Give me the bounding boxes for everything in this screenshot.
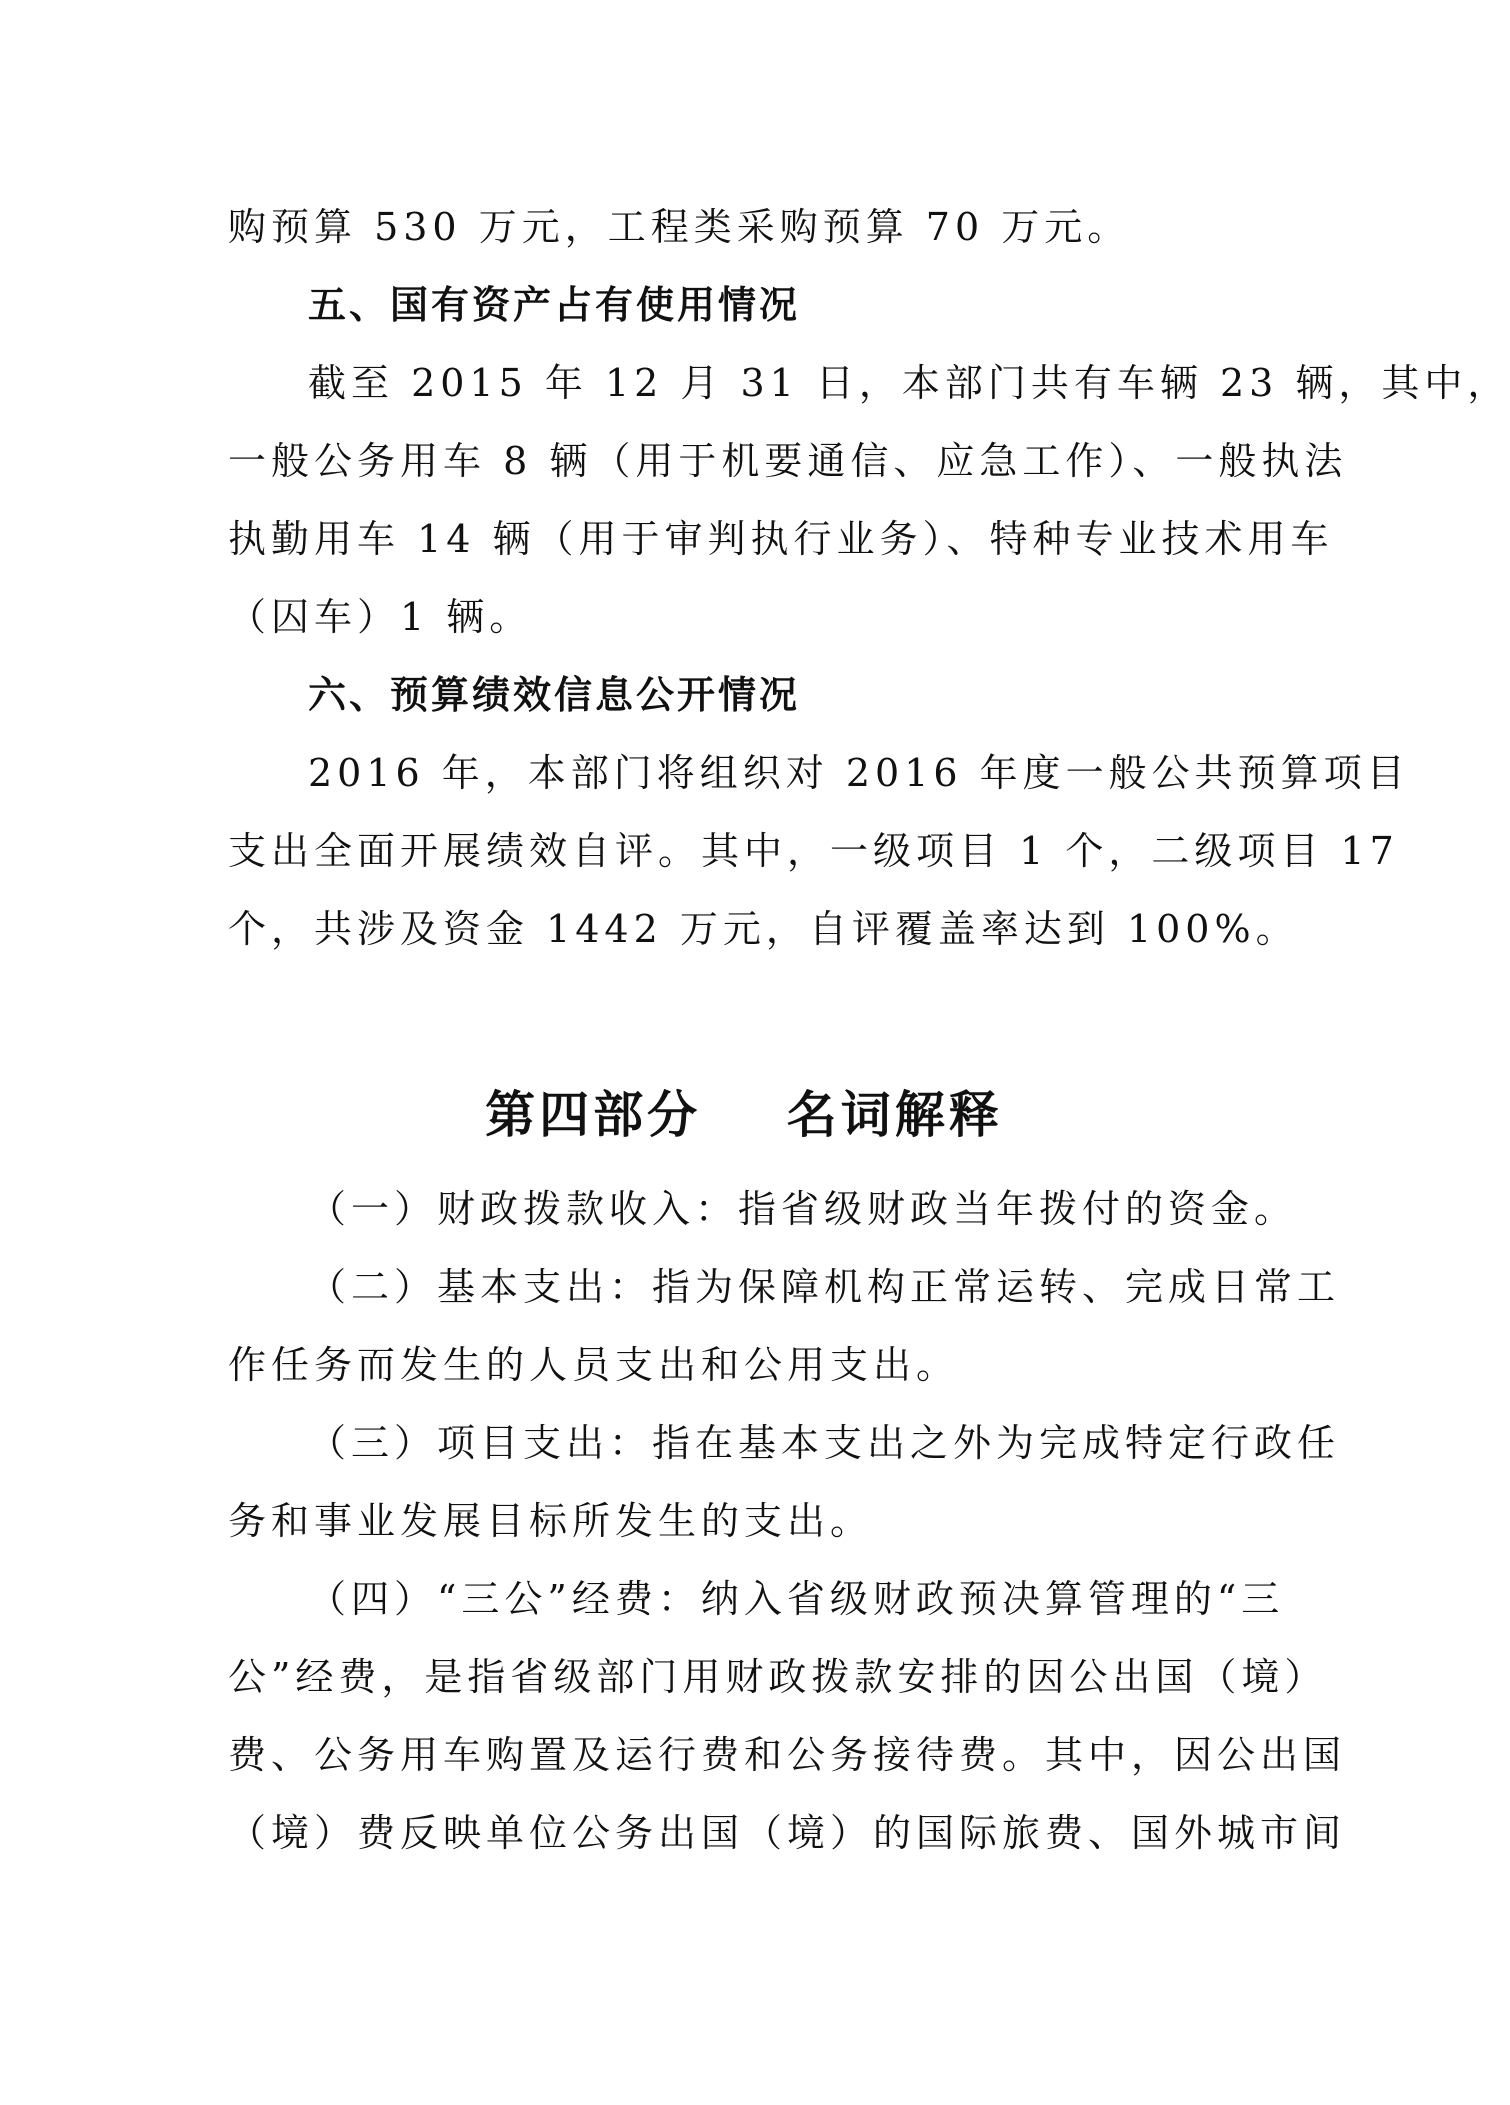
- paragraph-line: 一般公务用车 8 辆（用于机要通信、应急工作）、一般执法: [228, 439, 1348, 483]
- definition-line: 作任务而发生的人员支出和公用支出。: [228, 1343, 960, 1387]
- definition-line: （一）财政拨款收入：指省级财政当年拨付的资金。: [308, 1187, 1298, 1231]
- paragraph-line: 购预算 530 万元，工程类采购预算 70 万元。: [228, 205, 1131, 249]
- paragraph-line: 截至 2015 年 12 月 31 日，本部门共有车辆 23 辆，其中，: [308, 361, 1510, 405]
- definition-line: （四）“三公”经费：纳入省级财政预决算管理的“三: [308, 1577, 1285, 1621]
- definition-line: 费、公务用车购置及运行费和公务接待费。其中，因公出国: [228, 1733, 1347, 1777]
- section-heading-performance: 六、预算绩效信息公开情况: [308, 673, 801, 717]
- definition-line: （二）基本支出：指为保障机构正常运转、完成日常工: [308, 1265, 1341, 1309]
- definition-line: （境）费反映单位公务出国（境）的国际旅费、国外城市间: [228, 1811, 1347, 1855]
- definition-line: 公”经费，是指省级部门用财政拨款安排的因公出国（境）: [228, 1655, 1328, 1699]
- paragraph-line: 个，共涉及资金 1442 万元，自评覆盖率达到 100%。: [228, 907, 1299, 951]
- paragraph-line: （囚车）1 辆。: [228, 595, 533, 639]
- page-body: [228, 188, 1510, 1872]
- paragraph-line: 支出全面开展绩效自评。其中，一级项目 1 个，二级项目 17: [228, 829, 1399, 873]
- definition-line: 务和事业发展目标所发生的支出。: [228, 1499, 874, 1543]
- paragraph-line: 执勤用车 14 辆（用于审判执行业务）、特种专业技术用车: [228, 517, 1334, 561]
- section-spacer: [228, 968, 1260, 1060]
- definition-line: （三）项目支出：指在基本支出之外为完成特定行政任: [308, 1421, 1341, 1465]
- paragraph-line: 2016 年，本部门将组织对 2016 年度一般公共预算项目: [308, 751, 1410, 795]
- section-heading-assets: 五、国有资产占有使用情况: [308, 283, 801, 327]
- part-title: 第四部分 名词解释: [485, 1086, 1003, 1144]
